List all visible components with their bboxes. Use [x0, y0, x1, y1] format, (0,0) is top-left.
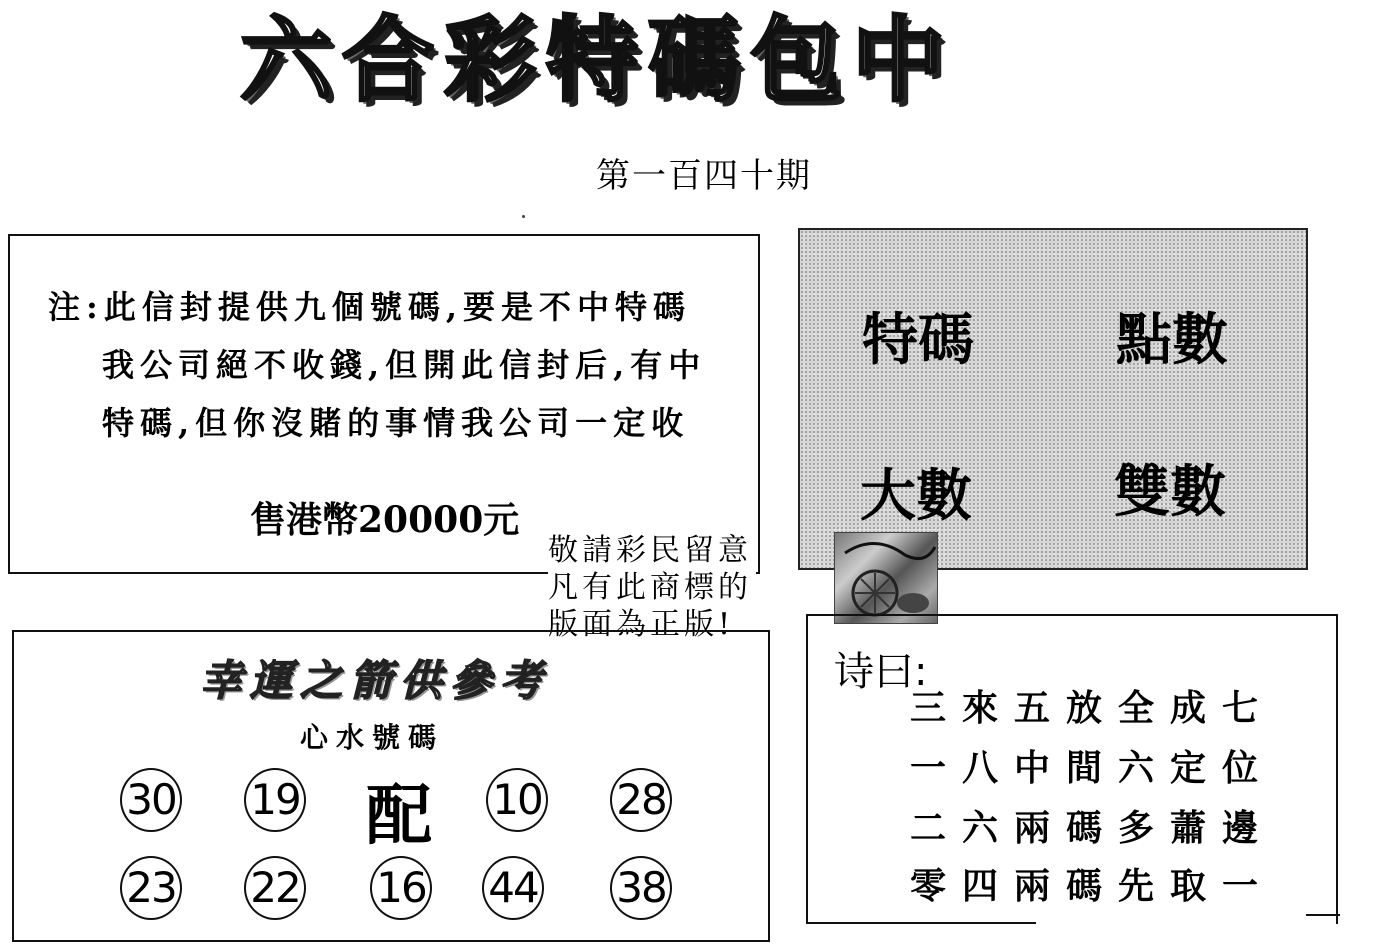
divider	[806, 922, 1036, 924]
number-circle: 28	[610, 768, 672, 832]
category-label: 特碼	[862, 308, 974, 373]
number-circle: 16	[370, 856, 432, 920]
divider	[1306, 914, 1340, 916]
lucky-numbers-box	[12, 630, 770, 942]
lucky-subtitle: 心水號碼	[300, 721, 445, 754]
poem-line: 二六兩碼多蕭邊	[910, 807, 1275, 849]
authenticity-line: 凡有此商標的	[548, 570, 752, 605]
page-title: 六合彩特碼包中	[240, 6, 955, 114]
poem-label: 诗曰:	[834, 649, 928, 695]
number-circle: 44	[482, 856, 544, 920]
authenticity-line: 敬請彩民留意	[548, 533, 752, 568]
poem-box	[806, 614, 1338, 924]
notice-line: 注:此信封提供九個號碼,要是不中特碼	[48, 288, 691, 326]
number-circle: 30	[120, 768, 182, 832]
category-label: 大數	[860, 464, 972, 529]
trademark-image	[834, 532, 938, 624]
lucky-title: 幸運之箭供參考	[200, 656, 551, 705]
number-circle: 19	[244, 768, 306, 832]
poem-line: 零四兩碼先取一	[910, 865, 1275, 907]
notice-box	[8, 234, 760, 574]
notice-line: 特碼,但你沒賭的事情我公司一定收	[102, 404, 690, 442]
notice-line: 我公司絕不收錢,但開此信封后,有中	[102, 346, 707, 384]
speck	[522, 215, 525, 218]
authenticity-note	[548, 532, 756, 643]
trademark-graphic	[835, 533, 938, 624]
number-circle: 10	[486, 768, 548, 832]
authenticity-line: 版面為正版!	[548, 607, 735, 642]
pair-character: 配	[366, 776, 432, 854]
category-label: 點數	[1116, 308, 1228, 373]
category-label: 雙數	[1114, 460, 1226, 525]
number-circle: 23	[120, 856, 182, 920]
price-text: 售港幣20000元	[250, 499, 520, 541]
issue-number: 第一百四十期	[596, 156, 812, 196]
category-box	[798, 228, 1308, 570]
number-circle: 38	[610, 856, 672, 920]
number-circle: 22	[244, 856, 306, 920]
poem-line: 一八中間六定位	[910, 747, 1275, 789]
poem-line: 三來五放全成七	[910, 687, 1275, 729]
